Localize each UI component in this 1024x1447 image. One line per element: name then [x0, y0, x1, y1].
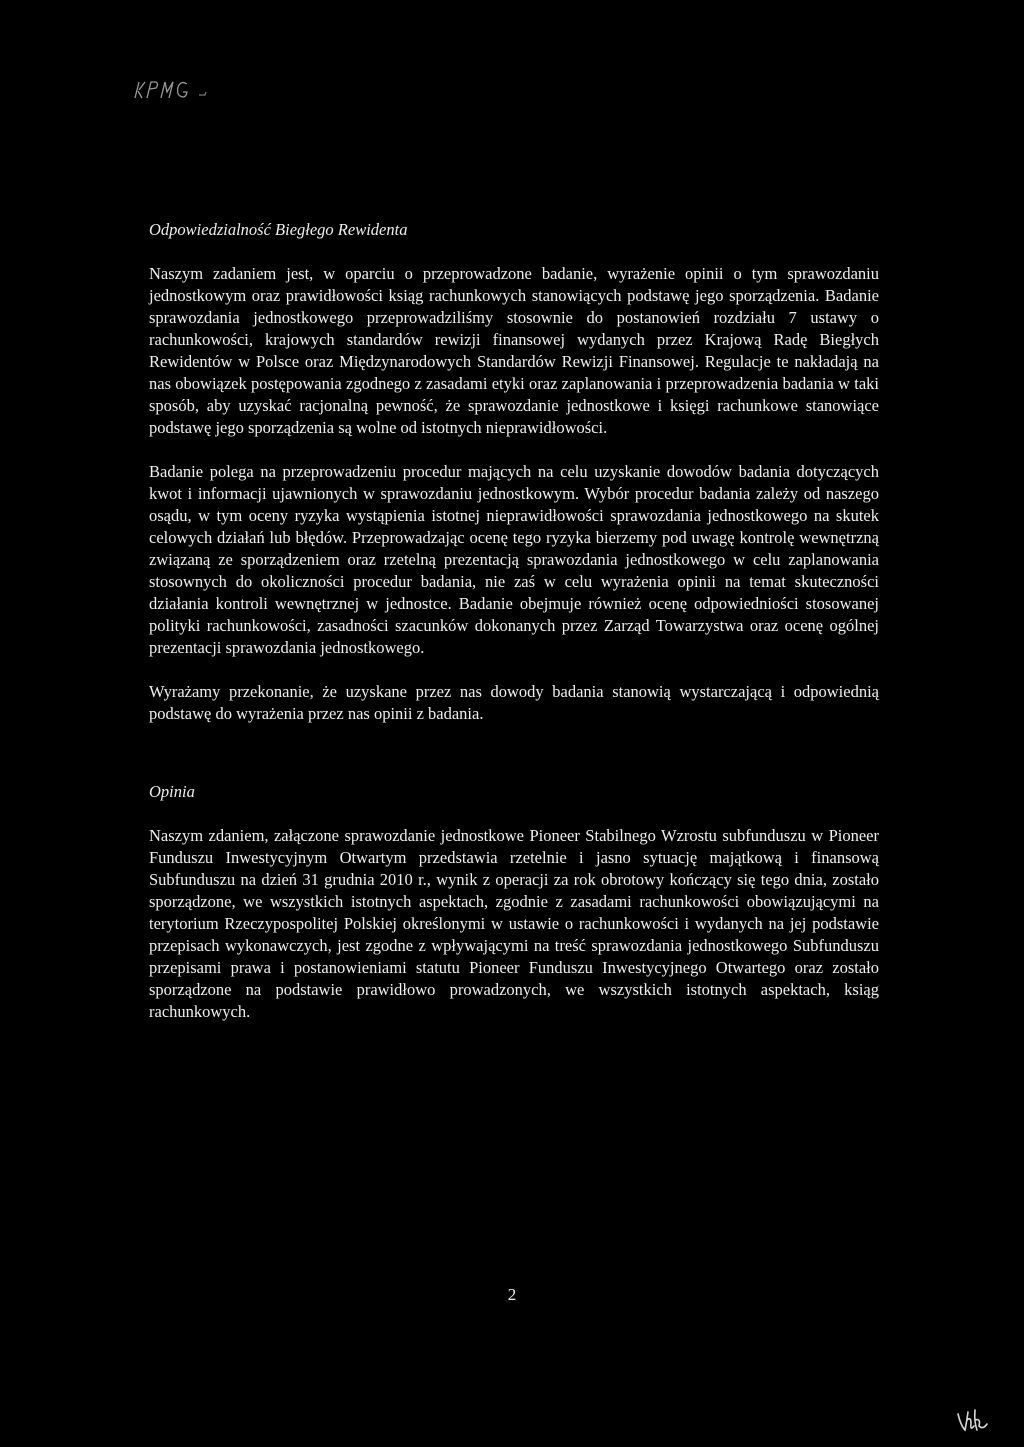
section-heading-opinion: Opinia	[149, 782, 195, 801]
paragraph-opinion: Naszym zdaniem, załączone sprawozdanie jednostkowe Pioneer Stabilnego Wzrostu subfunduszu w Pioneer Funduszu Inwestycyjnym Otwartym przedstawia rzetelnie i jasno sytuację majątkową i finansową Subfunduszu na dzień 31 grudnia 2010 r., wynik z operacji za rok obrotowy kończący się tego dnia, zostało sporządzone, we wszystkich istotnych aspektach, zgodnie z zasadami rachunkowości obowiązującymi na terytorium Rzeczypospolitej Polskiej określonymi w ustawie o rachunkowości i wydanych na jej podstawie przepisach wykonawczych, jest zgodne z wpływającymi na treść sprawozdania jednostkowego Subfunduszu przepisami prawa i postanowieniami statutu Pioneer Funduszu Inwestycyjnego Otwartego oraz zostało sporządzone na podstawie prawidłowo prowadzonych, we wszystkich istotnych aspektach, ksiąg rachunkowych.	[149, 826, 879, 1021]
paragraph-audit-evidence: Wyrażamy przekonanie, że uzyskane przez nas dowody badania stanowią wystarczającą i odpowiednią podstawę do wyrażenia przez nas opinii z badania.	[149, 682, 879, 723]
paragraph-audit-scope: Naszym zadaniem jest, w oparciu o przeprowadzone badanie, wyrażenie opinii o tym sprawozdaniu jednostkowym oraz prawidłowości ksiąg rachunkowych stanowiących podstawę jego sporządzenia. Badanie sprawozdania jednostkowego przeprowadziliśmy stosownie do postanowień rozdziału 7 ustawy o rachunkowości, krajowych standardów rewizji finansowej wydanych przez Krajową Radę Biegłych Rewidentów w Polsce oraz Międzynarodowych Standardów Rewizji Finansowej. Regulacje te nakładają na nas obowiązek postępowania zgodnego z zasadami etyki oraz zaplanowania i przeprowadzenia badania w taki sposób, aby uzyskać racjonalną pewność, że sprawozdanie jednostkowe i księgi rachunkowe stanowiące podstawę jego sporządzenia są wolne od istotnych nieprawidłowości.	[149, 264, 879, 437]
handwritten-initials-signature	[955, 1406, 991, 1436]
page-number: 2	[507, 1285, 517, 1304]
kpmg-logo	[133, 78, 213, 102]
report-body	[149, 219, 879, 1045]
kpmg-logo-icon	[133, 78, 213, 102]
paragraph-audit-procedures: Badanie polega na przeprowadzeniu procedur mających na celu uzyskanie dowodów badania dotyczących kwot i informacji ujawnionych w sprawozdaniu jednostkowym. Wybór procedur badania zależy od naszego osądu, w tym oceny ryzyka wystąpienia istotnej nieprawidłowości sprawozdania jednostkowego na skutek celowych działań lub błędów. Przeprowadzając ocenę tego ryzyka bierzemy pod uwagę kontrolę wewnętrzną związaną ze sporządzeniem oraz rzetelną prezentacją sprawozdania jednostkowego w celu zaplanowania stosownych do okoliczności procedur badania, nie zaś w celu wyrażenia opinii na temat skuteczności działania kontroli wewnętrznej w jednostce. Badanie obejmuje również ocenę odpowiedniości stosowanej polityki rachunkowości, zasadności szacunków dokonanych przez Zarząd Towarzystwa oraz ocenę ogólnej prezentacji sprawozdania jednostkowego.	[149, 462, 879, 657]
section-heading-responsibility: Odpowiedzialność Biegłego Rewidenta	[149, 220, 408, 239]
